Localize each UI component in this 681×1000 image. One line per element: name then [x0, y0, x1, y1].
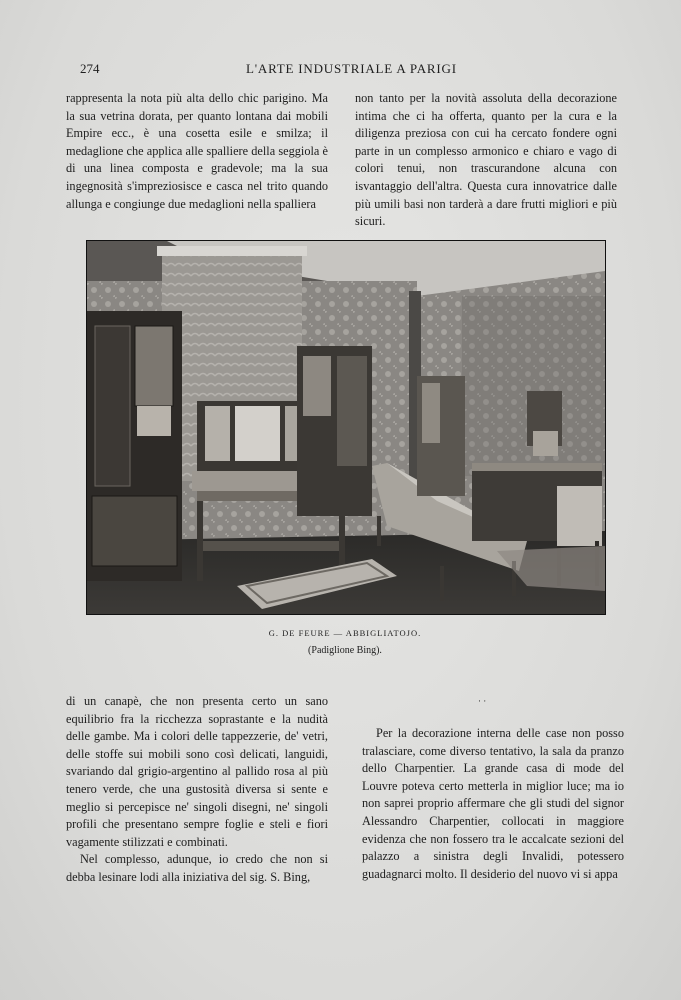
page-number: 274: [80, 61, 100, 76]
photo-figure: [86, 240, 606, 615]
paragraph: non tanto per la novità assoluta della decorazione intima che ci ha offerta, quanto per la cura e la diligenza preziosa con cui ha cercato fondere ogni parte in un complesso armonico e chiaro e vago di colori tenui, non trascurandone alcuna con isvantaggio dell'altra. Questa cura innovatrice dalle più umili basi non tarderà a dare frutti migliori e più sicuri.: [355, 91, 617, 229]
figure-subcaption: (Padiglione Bing).: [308, 645, 382, 656]
text-column-left-top: [66, 90, 328, 213]
text-column-right-top: [355, 90, 617, 231]
paragraph: di un canapè, che non presenta certo un sano equilibrio fra la ricchezza soprastante e la nudità delle gambe. Ma i colori delle tappezzerie, de' vetri, delle stoffe sui mobili sono così delicati, languidi, svariando dal grigio-argentino al pallido rosa al più tenero verde, che una gustosità diversa si sente e meglio si percepisce ne' singoli disegni, ne' singoli profili che presentano sempre foglie e steli e fiori vagamente stilizzati e combinati.: [66, 694, 328, 849]
paragraph: Per la decorazione interna delle case non posso tralasciare, come diverso tentativo, la sala da pranzo dello Charpentier. La grande casa di mode del Louvre poteva certo metterla in miglior luce; ma io non saprei proprio affermare che gli studi del signor Alessandro Charpentier, collocati in maggiore evidenza che non fossero tra le accalcate sezioni del palazzo a sinistra degli Invalidi, potessero guadagnarci molto. Il desiderio del nuovo vi si appa: [362, 726, 624, 881]
running-title: L'ARTE INDUSTRIALE A PARIGI: [246, 61, 457, 76]
paragraph: rappresenta la nota più alta dello chic parigino. Ma la sua vetrina dorata, per quanto lontana dai mobili Empire ecc., è una cosetta esile e smilza; il medaglione che applica alle spalliere della seggiola è di una linea composta e gradevole; ma la sua ingegnosità s'impreziosisce e casca nel trito quando allunga e congiunge due medaglioni nella spalliera: [66, 91, 328, 211]
dressing-room-photo: [87, 241, 605, 614]
text-column-right-bottom: [362, 725, 624, 883]
text-column-left-bottom: [66, 693, 328, 887]
figure-caption: G. DE FEURE — ABBIGLIATOJO.: [268, 628, 422, 638]
paragraph: Nel complesso, adunque, io credo che non si debba lesinare lodi alla iniziativa del sig. S. Bing,: [66, 852, 328, 884]
section-ornament: · ·: [478, 696, 487, 706]
